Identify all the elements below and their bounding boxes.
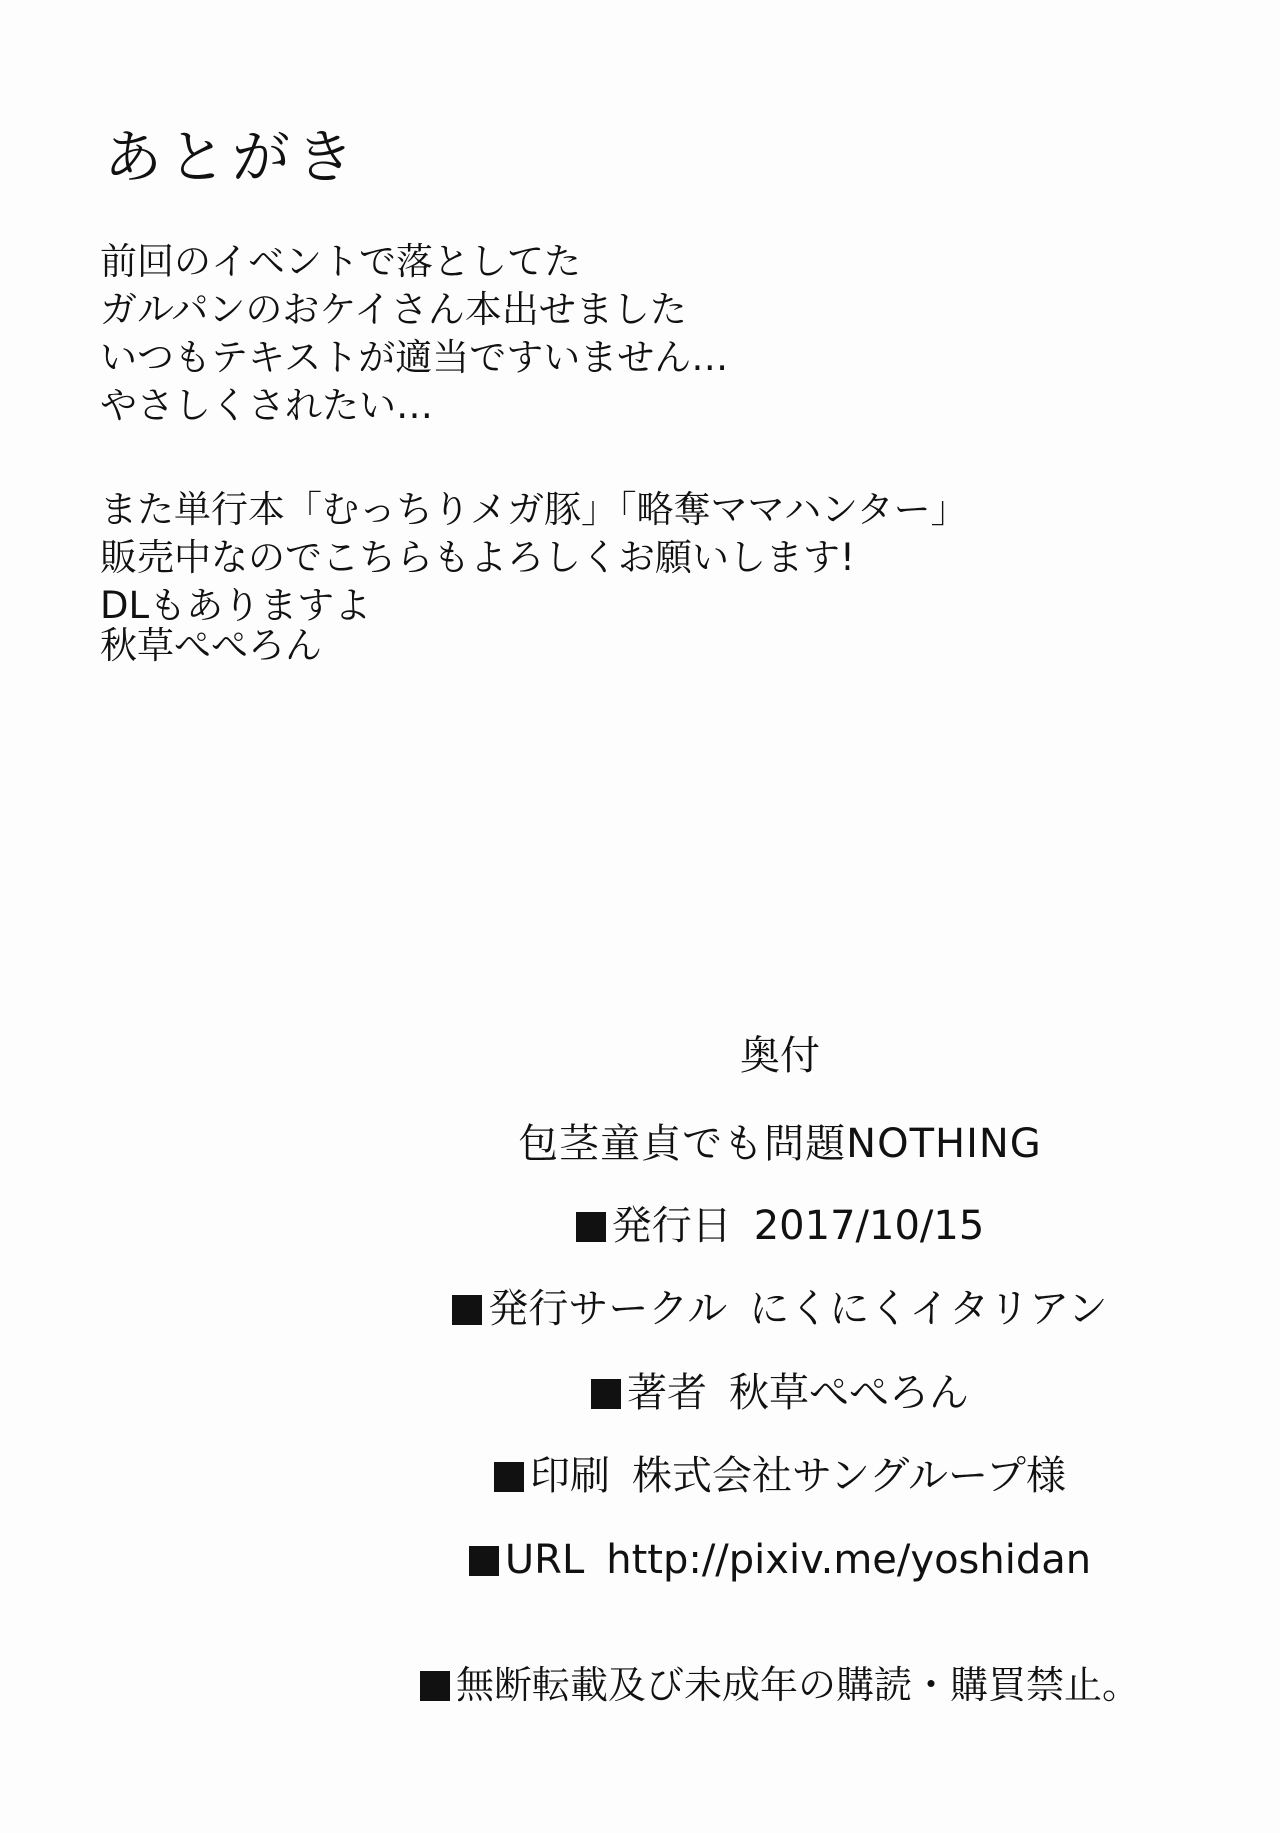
bullet-square-icon [494, 1462, 524, 1492]
paragraph-line: 販売中なのでこちらもよろしくお願いします! [100, 536, 855, 579]
circle-name: にくにくイタリアン [749, 1286, 1108, 1332]
issue-date: 2017/10/15 [753, 1203, 985, 1249]
url-text: http://pixiv.me/yoshidan [606, 1537, 1092, 1583]
bullet-square-icon [591, 1379, 621, 1409]
issue-date-row [400, 1200, 1160, 1252]
author-name: 秋草ぺぺろん [729, 1370, 969, 1416]
issue-date-label: 発行日 [611, 1203, 732, 1249]
bullet-square-icon [452, 1295, 482, 1325]
printer-label: 印刷 [530, 1453, 610, 1499]
author-label: 著者 [627, 1370, 707, 1416]
notice-row [400, 1659, 1160, 1711]
afterword-title: あとがき [104, 123, 361, 191]
book-title: 包茎童貞でも問題NOTHING [518, 1121, 1042, 1167]
printer-row [400, 1450, 1160, 1502]
paragraph-line: 前回のイベントで落としてた [100, 240, 581, 283]
url-label: URL [504, 1537, 585, 1583]
author-row [400, 1367, 1160, 1419]
afterword-paragraph-2 [100, 486, 968, 630]
colophon-heading: 奥付 [740, 1033, 820, 1079]
paragraph-line: DLもありますよ [100, 584, 372, 627]
bullet-square-icon [576, 1212, 606, 1242]
circle-row [400, 1283, 1160, 1335]
paragraph-line: ガルパンのおケイさん本出せました [100, 288, 687, 331]
bullet-square-icon [469, 1546, 499, 1576]
paragraph-line: いつもテキストが適当ですいません… [100, 336, 729, 379]
author-signature: 秋草ぺぺろん [100, 624, 322, 667]
url-row [400, 1534, 1160, 1586]
reprint-notice: 無断転載及び未成年の購読・購買禁止。 [455, 1663, 1140, 1707]
circle-label: 発行サークル [488, 1286, 728, 1332]
paragraph-line: また単行本「むっちりメガ豚」「略奪ママハンター」 [100, 488, 968, 531]
paragraph-line: やさしくされたい… [100, 384, 433, 427]
afterword-paragraph-1 [100, 238, 728, 430]
bullet-square-icon [420, 1671, 450, 1701]
printer-name: 株式会社サングループ様 [632, 1453, 1066, 1499]
